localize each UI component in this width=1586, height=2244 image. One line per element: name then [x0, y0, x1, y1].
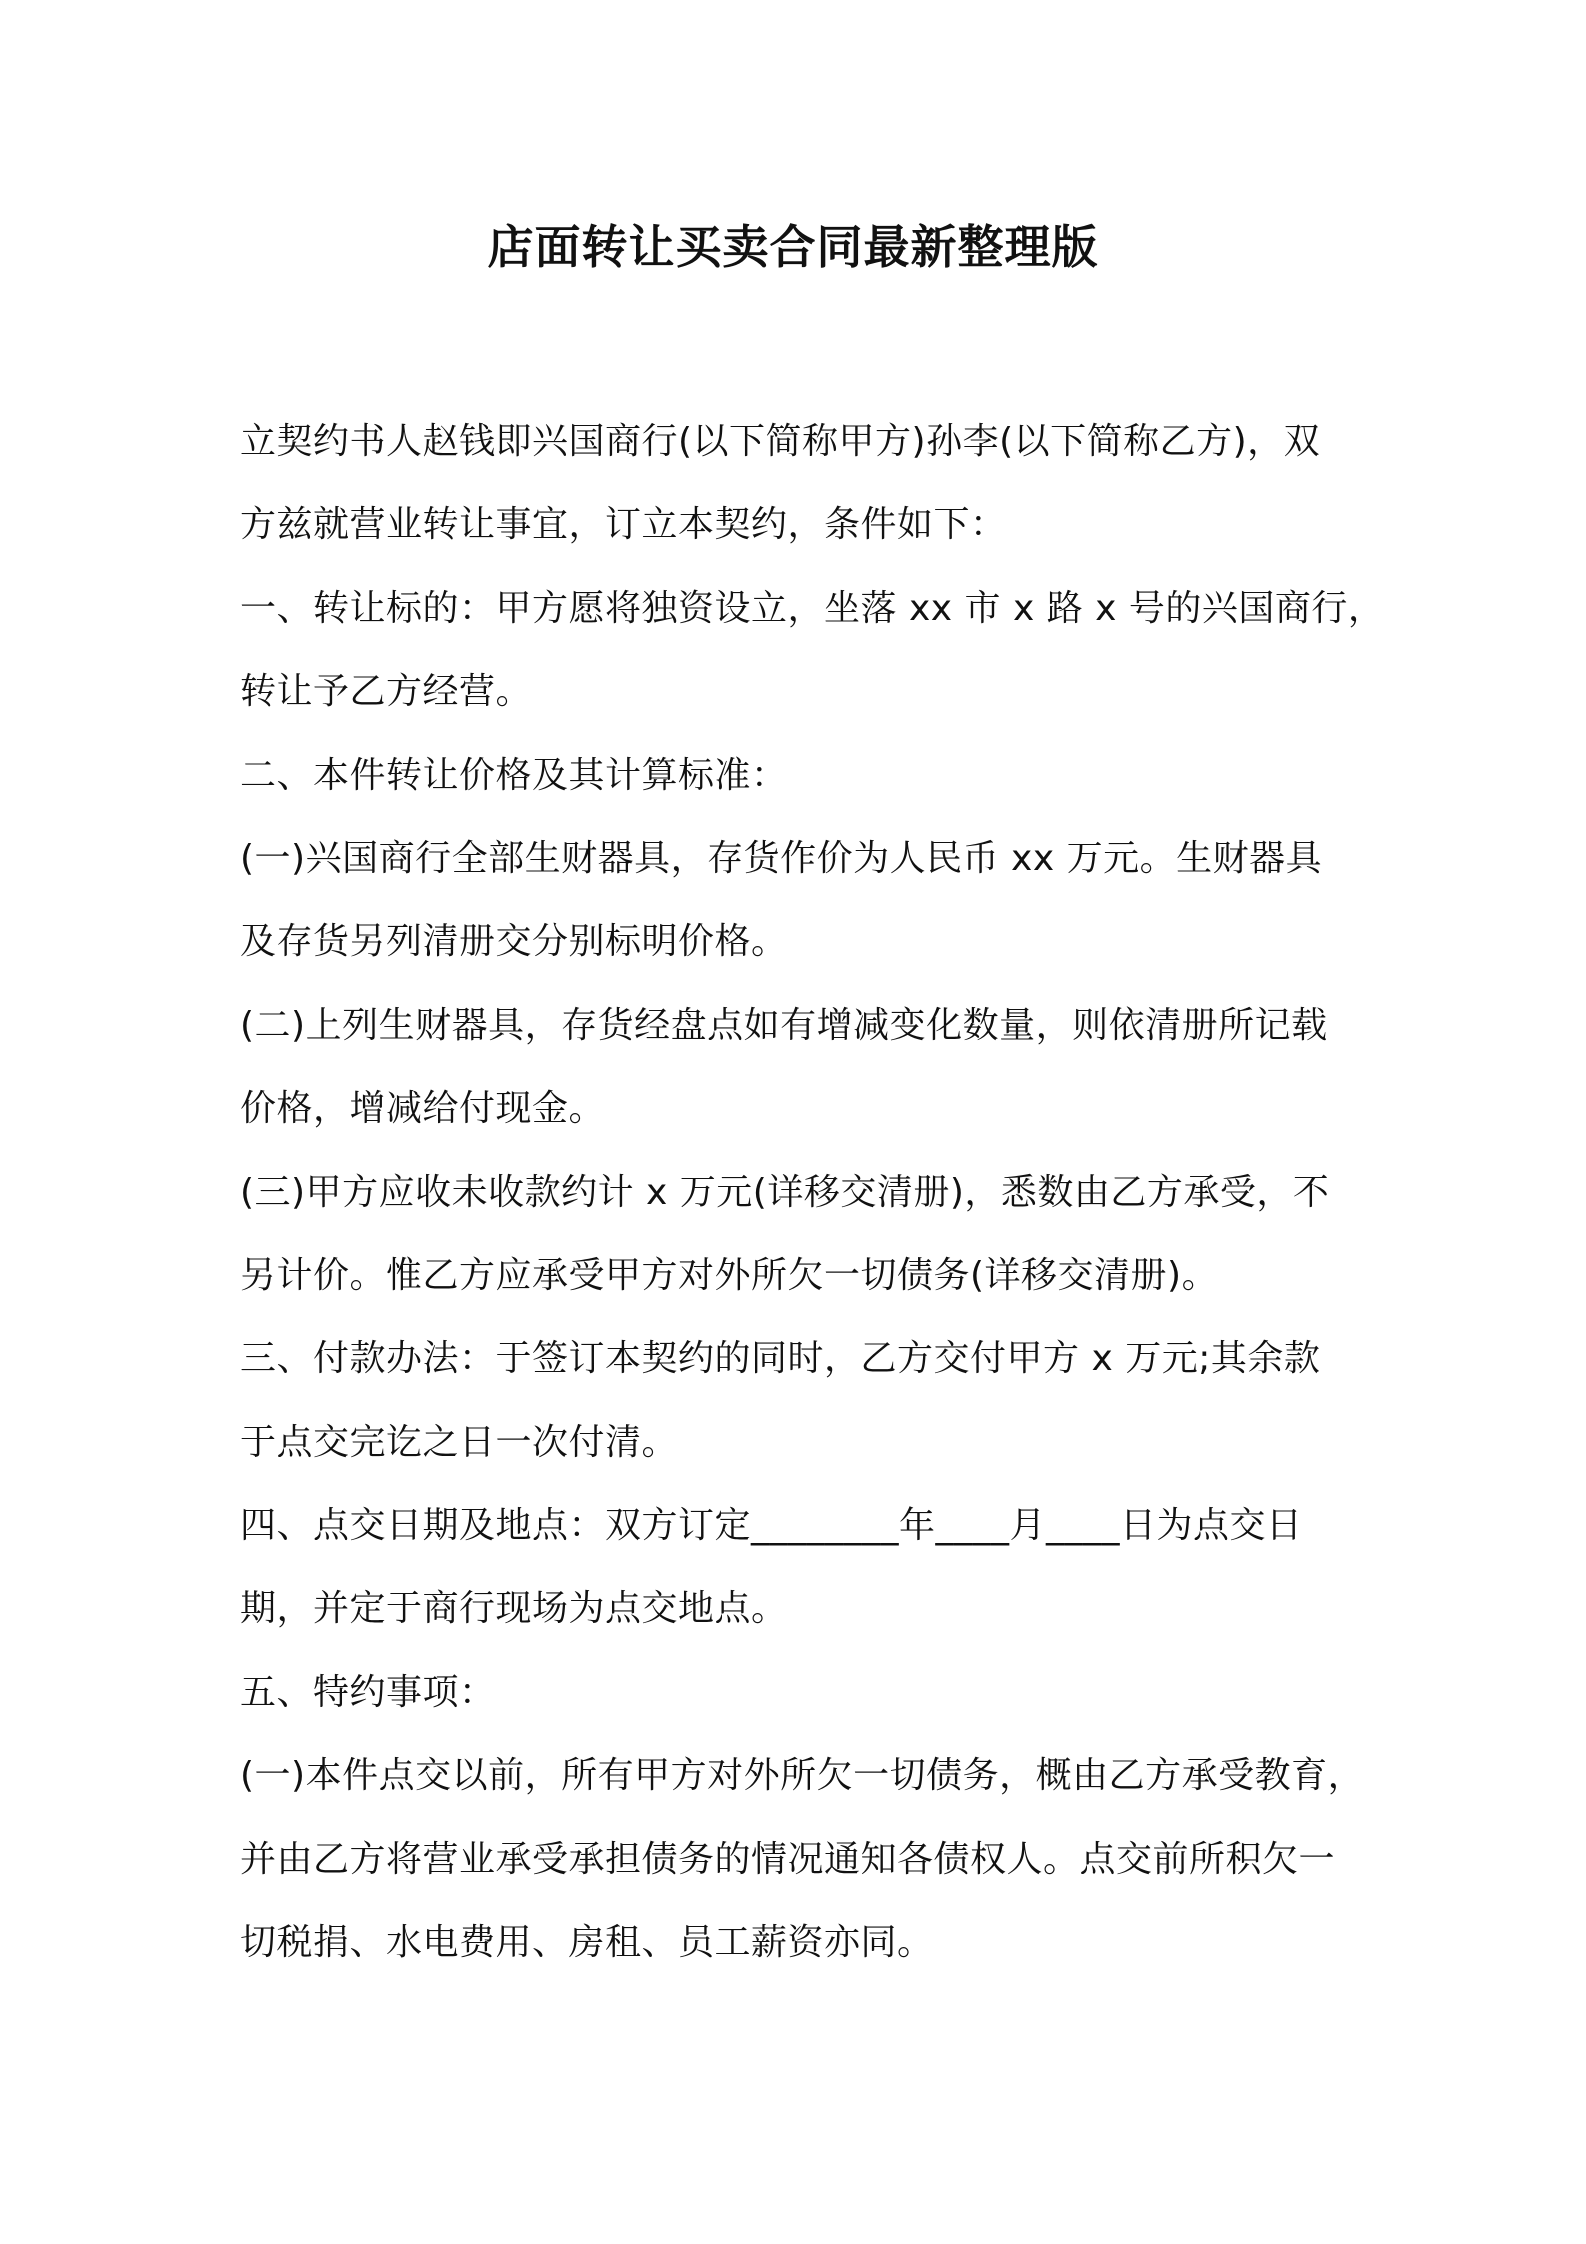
- body-line-section-1: 一、转让标的：甲方愿将独资设立，坐落 xx 市 x 路 x 号的兴国商行，: [240, 587, 1385, 629]
- body-line-section-2-item-3-cont: 另计价。惟乙方应承受甲方对外所欠一切债务(详移交清册)。: [240, 1254, 1219, 1296]
- body-line-section-5: 五、特约事项：: [240, 1671, 496, 1713]
- body-line-section-2-item-1-cont: 及存货另列清册交分别标明价格。: [240, 921, 788, 963]
- body-line-intro-2: 方兹就营业转让事宜，订立本契约，条件如下：: [240, 504, 1007, 546]
- body-line-intro-1: 立契约书人赵钱即兴国商行(以下简称甲方)孙李(以下简称乙方)，双: [240, 421, 1321, 462]
- body-line-section-1-cont: 转让予乙方经营。: [240, 671, 533, 713]
- document-title: 店面转让买卖合同最新整理版: [487, 220, 1099, 274]
- body-line-section-5-item-1-cont: 并由乙方将营业承受承担债务的情况通知各债权人。点交前所积欠一: [240, 1838, 1336, 1880]
- body-line-section-4: 四、点交日期及地点：双方订定________年____月____日为点交日: [240, 1505, 1303, 1547]
- body-line-section-3-cont: 于点交完讫之日一次付清。: [240, 1421, 679, 1463]
- body-line-section-3: 三、付款办法：于签订本契约的同时，乙方交付甲方 x 万元;其余款: [240, 1338, 1321, 1380]
- body-line-section-2-item-2-cont: 价格，增减给付现金。: [240, 1088, 606, 1130]
- body-line-section-2: 二、本件转让价格及其计算标准：: [240, 754, 788, 796]
- body-line-section-5-item-1-end: 切税捐、水电费用、房租、员工薪资亦同。: [240, 1922, 934, 1964]
- body-line-section-4-cont: 期，并定于商行现场为点交地点。: [240, 1588, 788, 1630]
- body-line-section-2-item-1: (一)兴国商行全部生财器具，存货作价为人民币 xx 万元。生财器具: [240, 837, 1323, 879]
- body-line-section-5-item-1: (一)本件点交以前，所有甲方对外所欠一切债务，概由乙方承受教育，: [240, 1755, 1365, 1797]
- body-line-section-2-item-2: (二)上列生财器具，存货经盘点如有增减变化数量，则依清册所记载: [240, 1004, 1328, 1046]
- body-line-section-2-item-3: (三)甲方应收未收款约计 x 万元(详移交清册)，悉数由乙方承受，不: [240, 1171, 1330, 1213]
- document-body: [240, 400, 1385, 1984]
